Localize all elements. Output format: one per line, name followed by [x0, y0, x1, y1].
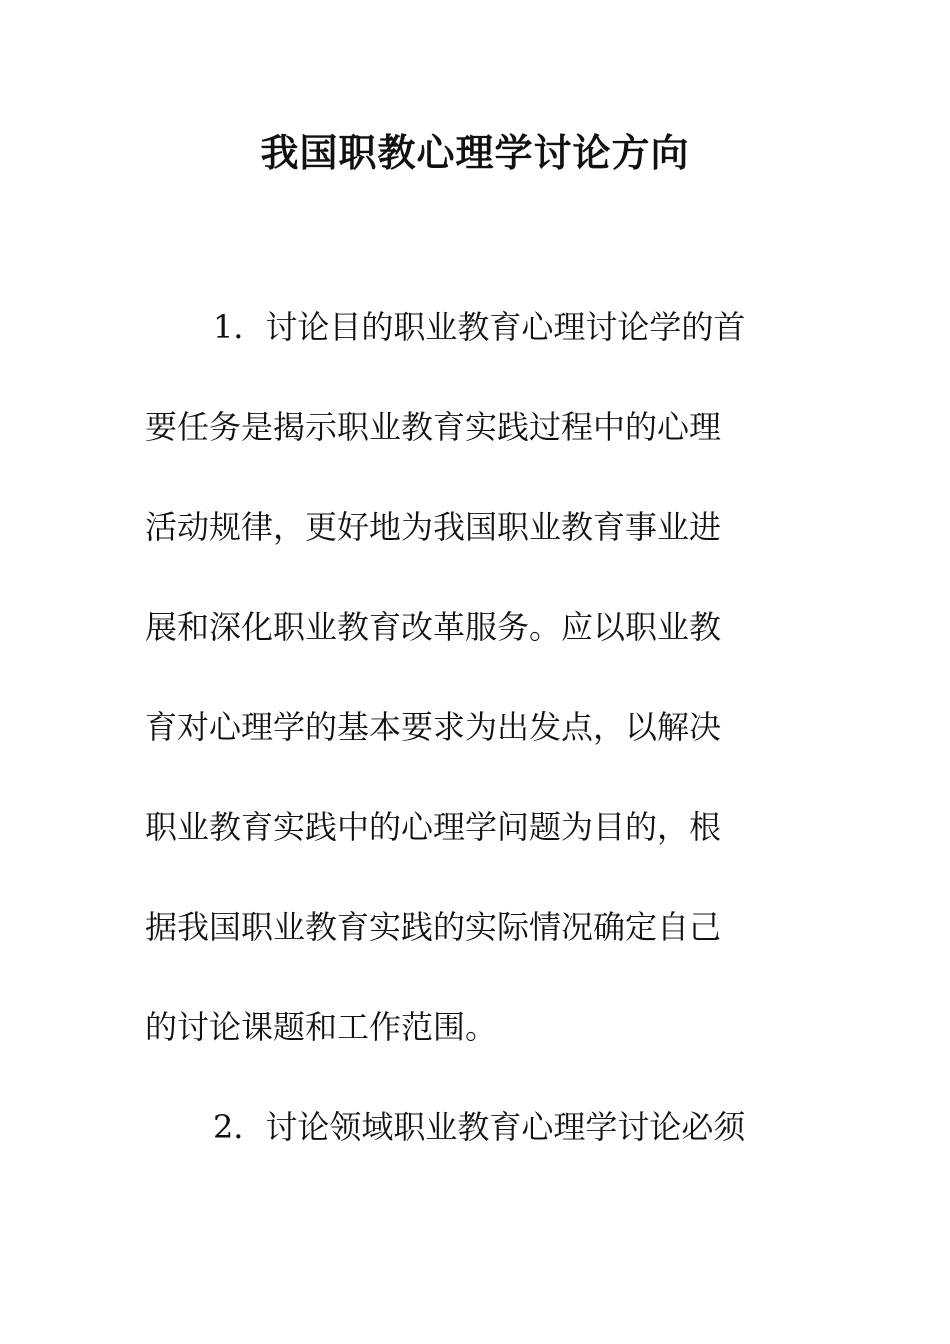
paragraph-2 — [145, 1100, 805, 1200]
document-body — [145, 300, 805, 1200]
document-title: 我国职教心理学讨论方向 — [260, 130, 690, 175]
paragraph-line: 职业教育实践中的心理学问题为目的，根 — [145, 808, 722, 846]
paragraph-line: 育对心理学的基本要求为出发点，以解决 — [145, 708, 722, 746]
paragraph-line: 2．讨论领域职业教育心理学讨论必须 — [213, 1108, 746, 1146]
paragraph-line: 要任务是揭示职业教育实践过程中的心理 — [145, 408, 722, 446]
paragraph-line: 据我国职业教育实践的实际情况确定自己 — [145, 908, 722, 946]
paragraph-line: 1．讨论目的职业教育心理讨论学的首 — [213, 308, 746, 346]
paragraph-line: 活动规律，更好地为我国职业教育事业进 — [145, 508, 722, 546]
paragraph-1 — [145, 300, 805, 1100]
paragraph-line: 展和深化职业教育改革服务。应以职业教 — [145, 608, 722, 646]
paragraph-line: 的讨论课题和工作范围。 — [145, 1008, 498, 1046]
